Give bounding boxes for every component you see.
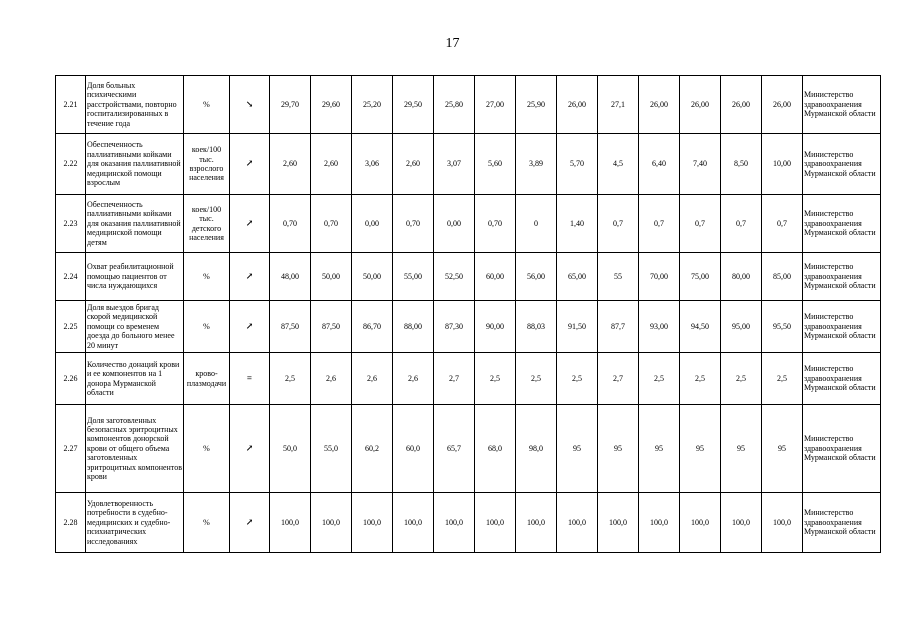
value-cell: 2,5 — [516, 353, 557, 405]
value-cell: 100,0 — [762, 493, 803, 553]
value-cell: 0,7 — [721, 195, 762, 253]
indicator-name: Охват реабилитационной помощью пациентов от числа нуждающихся — [86, 253, 184, 301]
indicator-name: Количество донаций крови и ее компонентов на 1 донора Мурманской области — [86, 353, 184, 405]
unit-cell: % — [184, 405, 230, 493]
value-cell: 26,00 — [557, 76, 598, 134]
value-cell: 100,0 — [352, 493, 393, 553]
value-cell: 95 — [639, 405, 680, 493]
value-cell: 50,00 — [352, 253, 393, 301]
value-cell: 68,0 — [475, 405, 516, 493]
value-cell: 2,60 — [311, 134, 352, 195]
unit-cell: коек/100 тыс. взрослого населения — [184, 134, 230, 195]
value-cell: 0,7 — [762, 195, 803, 253]
value-cell: 25,90 — [516, 76, 557, 134]
value-cell: 0,7 — [639, 195, 680, 253]
value-cell: 95,50 — [762, 301, 803, 353]
value-cell: 55 — [598, 253, 639, 301]
value-cell: 0,70 — [311, 195, 352, 253]
value-cell: 2,5 — [680, 353, 721, 405]
value-cell: 87,7 — [598, 301, 639, 353]
value-cell: 52,50 — [434, 253, 475, 301]
value-cell: 2,5 — [270, 353, 311, 405]
value-cell: 2,5 — [557, 353, 598, 405]
trend-arrow-icon: ↗ — [230, 253, 270, 301]
value-cell: 88,03 — [516, 301, 557, 353]
value-cell: 3,89 — [516, 134, 557, 195]
value-cell: 60,0 — [393, 405, 434, 493]
indicator-name: Доля выездов бригад скорой медицинской помощи со временем доезда до больного менее 20 минут — [86, 301, 184, 353]
table-row — [56, 253, 881, 301]
value-cell: 56,00 — [516, 253, 557, 301]
value-cell: 60,00 — [475, 253, 516, 301]
row-number: 2.23 — [56, 195, 86, 253]
table-body — [56, 76, 881, 553]
value-cell: 65,00 — [557, 253, 598, 301]
value-cell: 100,0 — [311, 493, 352, 553]
value-cell: 75,00 — [680, 253, 721, 301]
value-cell: 0,70 — [393, 195, 434, 253]
value-cell: 2,5 — [639, 353, 680, 405]
value-cell: 29,60 — [311, 76, 352, 134]
value-cell: 2,7 — [598, 353, 639, 405]
value-cell: 2,60 — [270, 134, 311, 195]
value-cell: 8,50 — [721, 134, 762, 195]
unit-cell: % — [184, 253, 230, 301]
value-cell: 10,00 — [762, 134, 803, 195]
value-cell: 95 — [557, 405, 598, 493]
indicators-table — [55, 75, 881, 553]
value-cell: 70,00 — [639, 253, 680, 301]
value-cell: 94,50 — [680, 301, 721, 353]
value-cell: 87,30 — [434, 301, 475, 353]
value-cell: 98,0 — [516, 405, 557, 493]
value-cell: 95 — [598, 405, 639, 493]
value-cell: 3,06 — [352, 134, 393, 195]
value-cell: 87,50 — [270, 301, 311, 353]
unit-cell: коек/100 тыс. детского населения — [184, 195, 230, 253]
row-number: 2.21 — [56, 76, 86, 134]
value-cell: 2,6 — [352, 353, 393, 405]
value-cell: 87,50 — [311, 301, 352, 353]
value-cell: 100,0 — [434, 493, 475, 553]
table-row — [56, 493, 881, 553]
responsible-org: Министерство здравоохранения Мурманской области — [803, 76, 881, 134]
value-cell: 0,70 — [475, 195, 516, 253]
value-cell: 100,0 — [475, 493, 516, 553]
value-cell: 26,00 — [639, 76, 680, 134]
responsible-org: Министерство здравоохранения Мурманской области — [803, 493, 881, 553]
value-cell: 95 — [721, 405, 762, 493]
trend-arrow-icon: ↗ — [230, 134, 270, 195]
value-cell: 65,7 — [434, 405, 475, 493]
unit-cell: % — [184, 76, 230, 134]
value-cell: 26,00 — [680, 76, 721, 134]
table-row — [56, 76, 881, 134]
value-cell: 29,70 — [270, 76, 311, 134]
responsible-org: Министерство здравоохранения Мурманской области — [803, 301, 881, 353]
value-cell: 88,00 — [393, 301, 434, 353]
indicator-name: Обеспеченность паллиативными койками для оказания паллиативной медицинской помощи детям — [86, 195, 184, 253]
value-cell: 48,00 — [270, 253, 311, 301]
indicator-name: Доля заготовленных безопасных эритроцитных компонентов донорской крови от общего объема заготовленных эритроцитных компонентов крови — [86, 405, 184, 493]
value-cell: 5,60 — [475, 134, 516, 195]
value-cell: 2,5 — [475, 353, 516, 405]
table-row — [56, 134, 881, 195]
value-cell: 2,5 — [721, 353, 762, 405]
value-cell: 0,70 — [270, 195, 311, 253]
value-cell: 2,6 — [393, 353, 434, 405]
value-cell: 95 — [680, 405, 721, 493]
responsible-org: Министерство здравоохранения Мурманской области — [803, 253, 881, 301]
table-row — [56, 405, 881, 493]
row-number: 2.26 — [56, 353, 86, 405]
value-cell: 100,0 — [516, 493, 557, 553]
value-cell: 100,0 — [557, 493, 598, 553]
value-cell: 100,0 — [680, 493, 721, 553]
responsible-org: Министерство здравоохранения Мурманской области — [803, 405, 881, 493]
value-cell: 5,70 — [557, 134, 598, 195]
value-cell: 27,1 — [598, 76, 639, 134]
value-cell: 60,2 — [352, 405, 393, 493]
row-number: 2.24 — [56, 253, 86, 301]
value-cell: 26,00 — [721, 76, 762, 134]
value-cell: 0,00 — [352, 195, 393, 253]
page-number: 17 — [445, 36, 460, 51]
value-cell: 3,07 — [434, 134, 475, 195]
unit-cell: % — [184, 493, 230, 553]
row-number: 2.27 — [56, 405, 86, 493]
indicator-name: Удовлетворенность потребности в судебно-медицинских и судебно-психиатрических исследованиях — [86, 493, 184, 553]
trend-arrow-icon: ↗ — [230, 195, 270, 253]
value-cell: 100,0 — [598, 493, 639, 553]
responsible-org: Министерство здравоохранения Мурманской области — [803, 134, 881, 195]
unit-cell: крово-плазмодачи — [184, 353, 230, 405]
unit-cell: % — [184, 301, 230, 353]
value-cell: 1,40 — [557, 195, 598, 253]
value-cell: 80,00 — [721, 253, 762, 301]
value-cell: 0,00 — [434, 195, 475, 253]
trend-arrow-icon: = — [230, 353, 270, 405]
value-cell: 50,00 — [311, 253, 352, 301]
value-cell: 0,7 — [598, 195, 639, 253]
value-cell: 100,0 — [721, 493, 762, 553]
value-cell: 0,7 — [680, 195, 721, 253]
row-number: 2.28 — [56, 493, 86, 553]
value-cell: 29,50 — [393, 76, 434, 134]
trend-arrow-icon: ↘ — [230, 76, 270, 134]
value-cell: 55,0 — [311, 405, 352, 493]
table-row — [56, 195, 881, 253]
value-cell: 7,40 — [680, 134, 721, 195]
value-cell: 50,0 — [270, 405, 311, 493]
value-cell: 85,00 — [762, 253, 803, 301]
value-cell: 6,40 — [639, 134, 680, 195]
trend-arrow-icon: ↗ — [230, 405, 270, 493]
value-cell: 25,20 — [352, 76, 393, 134]
value-cell: 86,70 — [352, 301, 393, 353]
row-number: 2.25 — [56, 301, 86, 353]
value-cell: 4,5 — [598, 134, 639, 195]
value-cell: 2,60 — [393, 134, 434, 195]
value-cell: 100,0 — [270, 493, 311, 553]
value-cell: 100,0 — [393, 493, 434, 553]
table-row — [56, 353, 881, 405]
value-cell: 2,5 — [762, 353, 803, 405]
value-cell: 26,00 — [762, 76, 803, 134]
responsible-org: Министерство здравоохранения Мурманской области — [803, 195, 881, 253]
value-cell: 27,00 — [475, 76, 516, 134]
value-cell: 2,7 — [434, 353, 475, 405]
value-cell: 95 — [762, 405, 803, 493]
value-cell: 55,00 — [393, 253, 434, 301]
value-cell: 90,00 — [475, 301, 516, 353]
value-cell: 95,00 — [721, 301, 762, 353]
value-cell: 2,6 — [311, 353, 352, 405]
value-cell: 25,80 — [434, 76, 475, 134]
row-number: 2.22 — [56, 134, 86, 195]
indicator-name: Обеспеченность паллиативными койками для оказания паллиативной медицинской помощи взрослым — [86, 134, 184, 195]
trend-arrow-icon: ↗ — [230, 493, 270, 553]
responsible-org: Министерство здравоохранения Мурманской области — [803, 353, 881, 405]
value-cell: 91,50 — [557, 301, 598, 353]
trend-arrow-icon: ↗ — [230, 301, 270, 353]
value-cell: 100,0 — [639, 493, 680, 553]
indicator-name: Доля больных психическими расстройствами, повторно госпитализированных в течение года — [86, 76, 184, 134]
value-cell: 93,00 — [639, 301, 680, 353]
table-row — [56, 301, 881, 353]
value-cell: 0 — [516, 195, 557, 253]
